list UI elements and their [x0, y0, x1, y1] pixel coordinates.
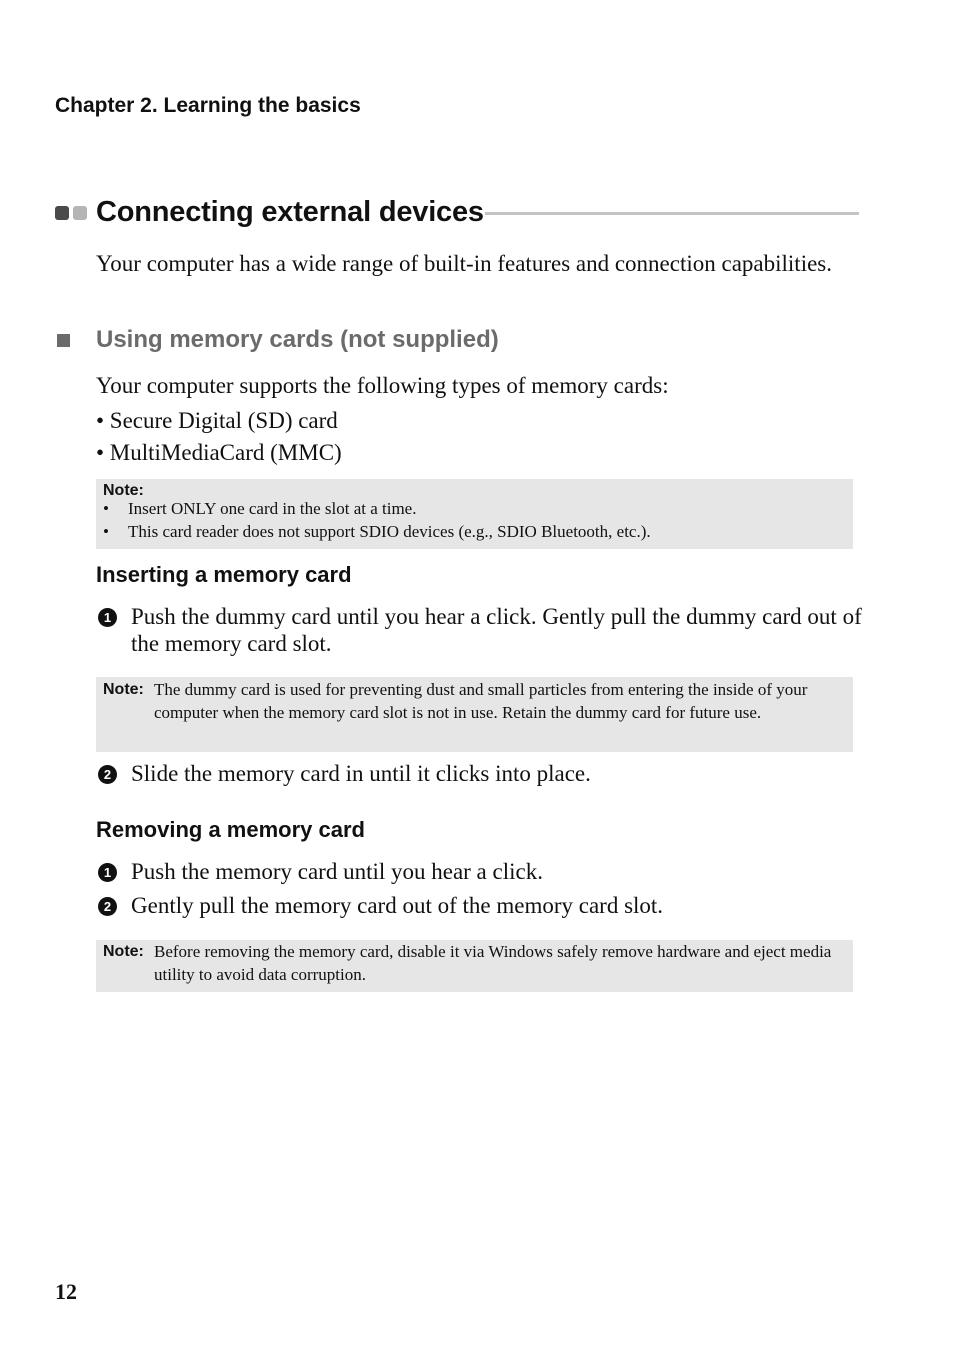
note-label: Note: [103, 482, 144, 499]
subsection-title: Using memory cards (not supplied) [96, 326, 499, 353]
step-number-icon: 1 [98, 863, 117, 882]
dark-square-icon [55, 206, 69, 220]
section-intro: Your computer has a wide range of built-in features and connection capabilities. [96, 251, 832, 276]
list-item [103, 520, 651, 543]
step-number-icon: 1 [98, 608, 117, 627]
note-text: The dummy card is used for preventing dust and small particles from entering the inside of your computer when the memory card slot is not in use. Retain the dummy card for future use. [154, 680, 808, 722]
note-list [103, 497, 651, 543]
step-text: Push the dummy card until you hear a click. Gently pull the dummy card out of the memory card slot. [131, 604, 862, 656]
step-number-icon: 2 [98, 765, 117, 784]
note-box [96, 677, 853, 752]
subsection-square-icon [57, 334, 70, 347]
step-number-icon: 2 [98, 897, 117, 916]
section-title-rule [485, 212, 859, 215]
list-item [103, 497, 651, 520]
bullet-icon: • [103, 522, 109, 541]
supported-types-intro: Your computer supports the following types of memory cards: [96, 373, 669, 398]
light-square-icon [73, 206, 87, 220]
bullet-icon: • [103, 499, 109, 518]
list-item: • MultiMediaCard (MMC) [96, 440, 342, 465]
section-title: Connecting external devices [96, 196, 484, 228]
step-text: Push the memory card until you hear a click. [131, 859, 543, 884]
removing-heading: Removing a memory card [96, 817, 365, 842]
note-text: Before removing the memory card, disable it via Windows safely remove hardware and eject media utility to avoid data corruption. [154, 942, 832, 984]
inserting-heading: Inserting a memory card [96, 562, 352, 587]
step-text: Gently pull the memory card out of the memory card slot. [131, 893, 664, 918]
note-item-text: This card reader does not support SDIO devices (e.g., SDIO Bluetooth, etc.). [128, 522, 651, 541]
step-text: Slide the memory card in until it clicks into place. [131, 761, 591, 786]
memory-card-types-list [96, 405, 342, 469]
note-box [96, 940, 853, 992]
chapter-header: Chapter 2. Learning the basics [55, 94, 361, 117]
page-number: 12 [55, 1279, 77, 1304]
note-item-text: Insert ONLY one card in the slot at a time. [128, 499, 417, 518]
note-label: Note: [103, 681, 144, 698]
note-label: Note: [103, 943, 144, 960]
note-box [96, 479, 853, 549]
list-item: • Secure Digital (SD) card [96, 408, 338, 433]
